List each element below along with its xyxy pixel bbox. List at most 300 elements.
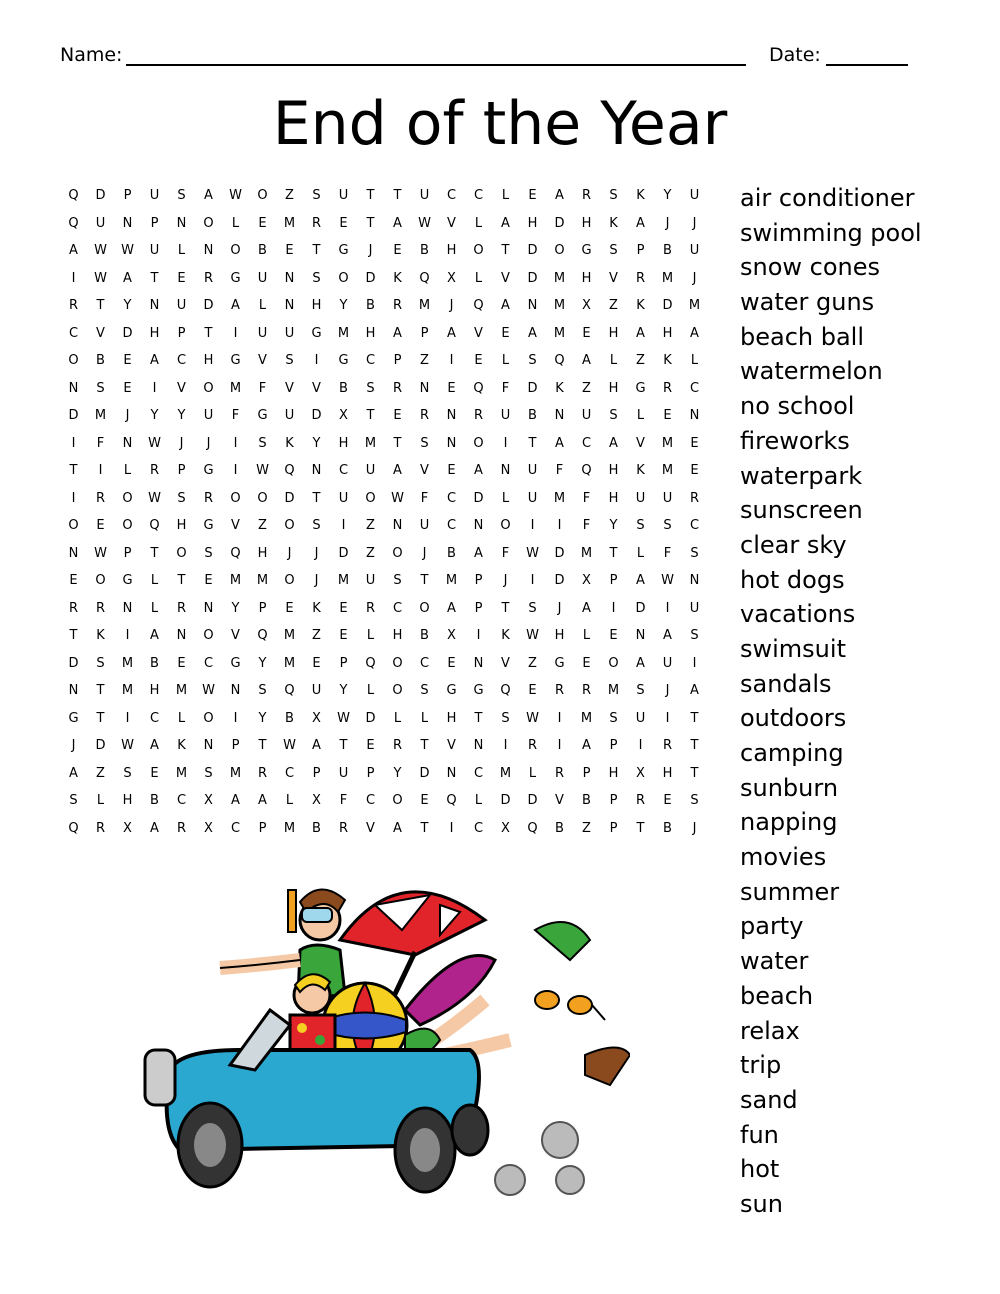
grid-letter[interactable]: V xyxy=(447,215,456,231)
grid-letter[interactable]: F xyxy=(501,545,510,561)
grid-letter[interactable]: V xyxy=(231,518,240,534)
grid-letter[interactable]: X xyxy=(582,573,591,589)
grid-letter[interactable]: T xyxy=(420,738,429,754)
grid-letter[interactable]: P xyxy=(258,600,267,616)
grid-letter[interactable]: N xyxy=(230,683,241,699)
grid-letter[interactable]: O xyxy=(392,683,403,699)
grid-letter[interactable]: I xyxy=(476,628,481,644)
grid-letter[interactable]: P xyxy=(609,738,618,754)
grid-letter[interactable]: J xyxy=(125,408,130,424)
grid-letter[interactable]: Z xyxy=(366,545,375,561)
grid-letter[interactable]: Z xyxy=(96,765,105,781)
grid-letter[interactable]: V xyxy=(285,380,294,396)
grid-letter[interactable]: O xyxy=(203,215,214,231)
grid-letter[interactable]: O xyxy=(176,545,187,561)
grid-letter[interactable]: O xyxy=(392,545,403,561)
grid-letter[interactable]: H xyxy=(662,325,673,341)
grid-letter[interactable]: H xyxy=(581,215,592,231)
grid-letter[interactable]: M xyxy=(661,435,674,451)
grid-letter[interactable]: N xyxy=(689,408,700,424)
grid-letter[interactable]: R xyxy=(392,380,403,396)
grid-letter[interactable]: W xyxy=(526,545,539,561)
grid-letter[interactable]: S xyxy=(609,710,618,726)
grid-letter[interactable]: S xyxy=(285,353,294,369)
grid-letter[interactable]: M xyxy=(283,820,296,836)
grid-letter[interactable]: M xyxy=(121,655,134,671)
grid-letter[interactable]: K xyxy=(501,628,510,644)
grid-letter[interactable]: M xyxy=(94,408,107,424)
grid-letter[interactable]: E xyxy=(420,793,429,809)
grid-letter[interactable]: S xyxy=(690,628,699,644)
grid-letter[interactable]: E xyxy=(474,353,483,369)
grid-letter[interactable]: H xyxy=(554,628,565,644)
grid-letter[interactable]: L xyxy=(501,188,510,204)
grid-letter[interactable]: U xyxy=(527,490,538,506)
grid-letter[interactable]: N xyxy=(122,600,133,616)
grid-letter[interactable]: H xyxy=(176,518,187,534)
grid-letter[interactable]: T xyxy=(96,298,105,314)
grid-letter[interactable]: C xyxy=(392,600,403,616)
grid-letter[interactable]: F xyxy=(258,380,267,396)
grid-letter[interactable]: N xyxy=(284,270,295,286)
grid-letter[interactable]: A xyxy=(393,215,402,231)
grid-letter[interactable]: F xyxy=(582,518,591,534)
grid-letter[interactable]: N xyxy=(500,463,511,479)
grid-letter[interactable]: L xyxy=(258,298,267,314)
grid-letter[interactable]: R xyxy=(176,820,187,836)
grid-letter[interactable]: X xyxy=(501,820,510,836)
grid-letter[interactable]: C xyxy=(473,820,484,836)
grid-letter[interactable]: P xyxy=(609,573,618,589)
grid-letter[interactable]: Z xyxy=(528,655,537,671)
grid-letter[interactable]: I xyxy=(233,325,238,341)
grid-letter[interactable]: U xyxy=(365,573,376,589)
grid-letter[interactable]: D xyxy=(68,655,79,671)
grid-letter[interactable]: C xyxy=(689,518,700,534)
grid-letter[interactable]: U xyxy=(284,408,295,424)
grid-letter[interactable]: I xyxy=(71,490,76,506)
grid-letter[interactable]: G xyxy=(311,325,322,341)
grid-letter[interactable]: W xyxy=(94,545,107,561)
grid-letter[interactable]: S xyxy=(177,188,186,204)
grid-letter[interactable]: S xyxy=(204,765,213,781)
grid-letter[interactable]: E xyxy=(177,655,186,671)
grid-letter[interactable]: H xyxy=(608,325,619,341)
grid-letter[interactable]: I xyxy=(638,738,643,754)
grid-letter[interactable]: U xyxy=(581,408,592,424)
grid-letter[interactable]: M xyxy=(229,380,242,396)
grid-letter[interactable]: K xyxy=(312,600,321,616)
grid-letter[interactable]: U xyxy=(689,600,700,616)
grid-letter[interactable]: R xyxy=(392,738,403,754)
grid-letter[interactable]: S xyxy=(528,353,537,369)
grid-letter[interactable]: H xyxy=(608,765,619,781)
grid-letter[interactable]: H xyxy=(608,463,619,479)
grid-letter[interactable]: R xyxy=(149,463,160,479)
grid-letter[interactable]: E xyxy=(663,408,672,424)
grid-letter[interactable]: F xyxy=(96,435,105,451)
grid-letter[interactable]: A xyxy=(501,298,510,314)
grid-letter[interactable]: M xyxy=(580,545,593,561)
grid-letter[interactable]: X xyxy=(123,820,132,836)
grid-letter[interactable]: S xyxy=(609,188,618,204)
grid-letter[interactable]: N xyxy=(68,545,79,561)
grid-letter[interactable]: N xyxy=(203,243,214,259)
grid-letter[interactable]: Y xyxy=(339,298,348,314)
grid-letter[interactable]: U xyxy=(662,655,673,671)
grid-letter[interactable]: E xyxy=(96,518,105,534)
grid-letter[interactable]: C xyxy=(149,710,160,726)
grid-letter[interactable]: P xyxy=(420,325,429,341)
grid-letter[interactable]: F xyxy=(555,463,564,479)
grid-letter[interactable]: A xyxy=(555,435,564,451)
grid-letter[interactable]: C xyxy=(446,188,457,204)
grid-letter[interactable]: D xyxy=(662,298,673,314)
grid-letter[interactable]: W xyxy=(526,628,539,644)
grid-letter[interactable]: T xyxy=(69,628,78,644)
grid-letter[interactable]: O xyxy=(338,270,349,286)
grid-letter[interactable]: J xyxy=(314,573,319,589)
grid-letter[interactable]: D xyxy=(527,793,538,809)
grid-letter[interactable]: I xyxy=(449,353,454,369)
grid-letter[interactable]: B xyxy=(528,408,537,424)
grid-letter[interactable]: M xyxy=(229,765,242,781)
grid-letter[interactable]: E xyxy=(528,188,537,204)
grid-letter[interactable]: A xyxy=(231,793,240,809)
grid-letter[interactable]: N xyxy=(689,573,700,589)
grid-letter[interactable]: L xyxy=(636,545,645,561)
grid-letter[interactable]: L xyxy=(501,490,510,506)
grid-letter[interactable]: Q xyxy=(257,628,268,644)
grid-letter[interactable]: O xyxy=(365,490,376,506)
grid-letter[interactable]: B xyxy=(285,710,294,726)
grid-letter[interactable]: B xyxy=(96,353,105,369)
grid-letter[interactable]: T xyxy=(420,820,429,836)
grid-letter[interactable]: J xyxy=(557,600,562,616)
grid-letter[interactable]: X xyxy=(312,710,321,726)
grid-letter[interactable]: W xyxy=(94,243,107,259)
grid-letter[interactable]: R xyxy=(554,765,565,781)
grid-letter[interactable]: D xyxy=(473,490,484,506)
grid-letter[interactable]: V xyxy=(258,353,267,369)
grid-letter[interactable]: D xyxy=(122,325,133,341)
grid-letter[interactable]: S xyxy=(204,545,213,561)
grid-letter[interactable]: T xyxy=(393,435,402,451)
grid-letter[interactable]: E xyxy=(312,655,321,671)
grid-letter[interactable]: B xyxy=(582,793,591,809)
grid-letter[interactable]: I xyxy=(692,655,697,671)
grid-letter[interactable]: Q xyxy=(473,298,484,314)
grid-letter[interactable]: T xyxy=(204,325,213,341)
grid-letter[interactable]: W xyxy=(418,215,431,231)
grid-letter[interactable]: G xyxy=(338,353,349,369)
grid-letter[interactable]: G xyxy=(257,408,268,424)
grid-letter[interactable]: V xyxy=(636,435,645,451)
grid-letter[interactable]: I xyxy=(71,435,76,451)
grid-letter[interactable]: C xyxy=(176,793,187,809)
grid-letter[interactable]: I xyxy=(557,738,562,754)
grid-letter[interactable]: O xyxy=(608,655,619,671)
grid-letter[interactable]: S xyxy=(609,243,618,259)
grid-letter[interactable]: S xyxy=(258,435,267,451)
grid-letter[interactable]: A xyxy=(474,463,483,479)
grid-letter[interactable]: G xyxy=(230,270,241,286)
grid-letter[interactable]: A xyxy=(393,820,402,836)
grid-letter[interactable]: W xyxy=(526,710,539,726)
grid-letter[interactable]: O xyxy=(284,573,295,589)
grid-letter[interactable]: L xyxy=(150,573,159,589)
grid-letter[interactable]: N xyxy=(68,380,79,396)
grid-letter[interactable]: T xyxy=(177,573,186,589)
grid-letter[interactable]: H xyxy=(122,793,133,809)
grid-letter[interactable]: F xyxy=(339,793,348,809)
grid-letter[interactable]: E xyxy=(339,215,348,231)
grid-letter[interactable]: B xyxy=(447,545,456,561)
grid-letter[interactable]: M xyxy=(553,298,566,314)
grid-letter[interactable]: N xyxy=(473,518,484,534)
grid-letter[interactable]: A xyxy=(447,600,456,616)
grid-letter[interactable]: T xyxy=(366,215,375,231)
grid-letter[interactable]: N xyxy=(446,765,457,781)
grid-letter[interactable]: V xyxy=(312,380,321,396)
grid-letter[interactable]: Z xyxy=(285,188,294,204)
grid-letter[interactable]: G xyxy=(203,463,214,479)
grid-letter[interactable]: U xyxy=(689,243,700,259)
grid-letter[interactable]: E xyxy=(447,380,456,396)
grid-letter[interactable]: U xyxy=(149,188,160,204)
grid-letter[interactable]: S xyxy=(312,518,321,534)
grid-letter[interactable]: V xyxy=(366,820,375,836)
grid-letter[interactable]: N xyxy=(446,435,457,451)
grid-letter[interactable]: P xyxy=(258,820,267,836)
grid-letter[interactable]: T xyxy=(420,573,429,589)
grid-letter[interactable]: L xyxy=(123,463,132,479)
grid-letter[interactable]: X xyxy=(447,270,456,286)
grid-letter[interactable]: D xyxy=(635,600,646,616)
grid-letter[interactable]: D xyxy=(554,573,565,589)
grid-letter[interactable]: U xyxy=(419,518,430,534)
grid-letter[interactable]: W xyxy=(283,738,296,754)
grid-letter[interactable]: I xyxy=(503,435,508,451)
grid-letter[interactable]: B xyxy=(420,243,429,259)
grid-letter[interactable]: Y xyxy=(123,298,132,314)
grid-letter[interactable]: O xyxy=(419,600,430,616)
grid-letter[interactable]: Q xyxy=(149,518,160,534)
grid-letter[interactable]: H xyxy=(527,215,538,231)
grid-letter[interactable]: S xyxy=(123,765,132,781)
grid-letter[interactable]: S xyxy=(690,545,699,561)
grid-letter[interactable]: C xyxy=(473,765,484,781)
grid-letter[interactable]: O xyxy=(230,490,241,506)
grid-letter[interactable]: Z xyxy=(636,353,645,369)
date-line[interactable] xyxy=(826,64,908,66)
grid-letter[interactable]: R xyxy=(419,408,430,424)
grid-letter[interactable]: F xyxy=(420,490,429,506)
grid-letter[interactable]: A xyxy=(258,793,267,809)
grid-letter[interactable]: W xyxy=(94,270,107,286)
grid-letter[interactable]: Q xyxy=(284,463,295,479)
grid-letter[interactable]: D xyxy=(419,765,430,781)
grid-letter[interactable]: N xyxy=(284,298,295,314)
grid-letter[interactable]: S xyxy=(69,793,78,809)
grid-letter[interactable]: S xyxy=(312,188,321,204)
grid-letter[interactable]: W xyxy=(121,243,134,259)
grid-letter[interactable]: Q xyxy=(68,215,79,231)
grid-letter[interactable]: L xyxy=(150,600,159,616)
grid-letter[interactable]: O xyxy=(257,188,268,204)
grid-letter[interactable]: J xyxy=(692,820,697,836)
grid-letter[interactable]: W xyxy=(202,683,215,699)
grid-letter[interactable]: M xyxy=(175,765,188,781)
grid-letter[interactable]: L xyxy=(231,215,240,231)
grid-letter[interactable]: M xyxy=(580,710,593,726)
grid-letter[interactable]: N xyxy=(419,380,430,396)
grid-letter[interactable]: L xyxy=(96,793,105,809)
grid-letter[interactable]: Y xyxy=(339,683,348,699)
grid-letter[interactable]: I xyxy=(314,353,319,369)
grid-letter[interactable]: P xyxy=(474,600,483,616)
grid-letter[interactable]: M xyxy=(553,325,566,341)
grid-letter[interactable]: E xyxy=(204,573,213,589)
grid-letter[interactable]: J xyxy=(665,683,670,699)
grid-letter[interactable]: H xyxy=(581,270,592,286)
grid-letter[interactable]: R xyxy=(95,820,106,836)
grid-letter[interactable]: M xyxy=(121,683,134,699)
grid-letter[interactable]: I xyxy=(530,518,535,534)
grid-letter[interactable]: E xyxy=(123,353,132,369)
grid-letter[interactable]: P xyxy=(474,573,483,589)
grid-letter[interactable]: M xyxy=(661,463,674,479)
grid-letter[interactable]: Y xyxy=(258,710,267,726)
grid-letter[interactable]: K xyxy=(285,435,294,451)
grid-letter[interactable]: N xyxy=(68,683,79,699)
grid-letter[interactable]: S xyxy=(501,710,510,726)
grid-letter[interactable]: C xyxy=(365,353,376,369)
grid-letter[interactable]: W xyxy=(148,490,161,506)
grid-letter[interactable]: Q xyxy=(500,683,511,699)
grid-letter[interactable]: W xyxy=(121,738,134,754)
grid-letter[interactable]: M xyxy=(445,573,458,589)
grid-letter[interactable]: J xyxy=(422,545,427,561)
grid-letter[interactable]: X xyxy=(636,765,645,781)
grid-letter[interactable]: L xyxy=(609,353,618,369)
grid-letter[interactable]: D xyxy=(554,545,565,561)
grid-letter[interactable]: N xyxy=(176,628,187,644)
grid-letter[interactable]: P xyxy=(393,353,402,369)
grid-letter[interactable]: X xyxy=(312,793,321,809)
grid-letter[interactable]: K xyxy=(636,188,645,204)
grid-letter[interactable]: Y xyxy=(663,188,672,204)
grid-letter[interactable]: D xyxy=(500,793,511,809)
grid-letter[interactable]: E xyxy=(123,380,132,396)
grid-letter[interactable]: D xyxy=(68,408,79,424)
grid-letter[interactable]: O xyxy=(500,518,511,534)
grid-letter[interactable]: E xyxy=(177,270,186,286)
grid-letter[interactable]: G xyxy=(230,655,241,671)
grid-letter[interactable]: U xyxy=(635,710,646,726)
grid-letter[interactable]: L xyxy=(690,353,699,369)
grid-letter[interactable]: M xyxy=(364,435,377,451)
grid-letter[interactable]: D xyxy=(527,380,538,396)
grid-letter[interactable]: Q xyxy=(446,793,457,809)
grid-letter[interactable]: O xyxy=(554,243,565,259)
grid-letter[interactable]: V xyxy=(474,325,483,341)
grid-letter[interactable]: D xyxy=(527,243,538,259)
grid-letter[interactable]: L xyxy=(501,353,510,369)
grid-letter[interactable]: O xyxy=(473,243,484,259)
grid-letter[interactable]: I xyxy=(233,710,238,726)
grid-letter[interactable]: W xyxy=(391,490,404,506)
grid-letter[interactable]: S xyxy=(690,793,699,809)
grid-letter[interactable]: T xyxy=(528,435,537,451)
grid-letter[interactable]: O xyxy=(68,353,79,369)
grid-letter[interactable]: W xyxy=(229,188,242,204)
grid-letter[interactable]: A xyxy=(663,628,672,644)
grid-letter[interactable]: R xyxy=(365,600,376,616)
grid-letter[interactable]: I xyxy=(530,573,535,589)
grid-letter[interactable]: O xyxy=(392,655,403,671)
grid-letter[interactable]: N xyxy=(176,215,187,231)
grid-letter[interactable]: I xyxy=(665,710,670,726)
grid-letter[interactable]: R xyxy=(581,188,592,204)
grid-letter[interactable]: E xyxy=(366,738,375,754)
grid-letter[interactable]: T xyxy=(636,820,645,836)
grid-letter[interactable]: R xyxy=(581,683,592,699)
grid-letter[interactable]: H xyxy=(311,298,322,314)
grid-letter[interactable]: X xyxy=(339,408,348,424)
grid-letter[interactable]: J xyxy=(692,215,697,231)
grid-letter[interactable]: A xyxy=(393,463,402,479)
grid-letter[interactable]: F xyxy=(231,408,240,424)
grid-letter[interactable]: D xyxy=(311,408,322,424)
grid-letter[interactable]: Q xyxy=(68,820,79,836)
grid-letter[interactable]: L xyxy=(582,628,591,644)
grid-letter[interactable]: T xyxy=(150,270,159,286)
grid-letter[interactable]: G xyxy=(446,683,457,699)
grid-letter[interactable]: A xyxy=(150,628,159,644)
grid-letter[interactable]: R xyxy=(176,600,187,616)
grid-letter[interactable]: N xyxy=(203,738,214,754)
grid-letter[interactable]: V xyxy=(231,628,240,644)
grid-letter[interactable]: W xyxy=(148,435,161,451)
grid-letter[interactable]: A xyxy=(123,270,132,286)
grid-letter[interactable]: T xyxy=(69,463,78,479)
grid-letter[interactable]: O xyxy=(257,490,268,506)
grid-letter[interactable]: B xyxy=(150,655,159,671)
grid-letter[interactable]: W xyxy=(661,573,674,589)
grid-letter[interactable]: H xyxy=(149,325,160,341)
grid-letter[interactable]: K xyxy=(96,628,105,644)
grid-letter[interactable]: A xyxy=(69,765,78,781)
grid-letter[interactable]: S xyxy=(393,573,402,589)
grid-letter[interactable]: J xyxy=(287,545,292,561)
grid-letter[interactable]: C xyxy=(338,463,349,479)
grid-letter[interactable]: A xyxy=(528,325,537,341)
grid-letter[interactable]: K xyxy=(636,298,645,314)
grid-letter[interactable]: S xyxy=(636,683,645,699)
grid-letter[interactable]: H xyxy=(608,380,619,396)
grid-letter[interactable]: C xyxy=(176,353,187,369)
grid-letter[interactable]: S xyxy=(258,683,267,699)
grid-letter[interactable]: P xyxy=(582,765,591,781)
grid-letter[interactable]: U xyxy=(527,463,538,479)
grid-letter[interactable]: B xyxy=(339,380,348,396)
grid-letter[interactable]: C xyxy=(230,820,241,836)
grid-letter[interactable]: R xyxy=(554,683,565,699)
grid-letter[interactable]: H xyxy=(392,628,403,644)
grid-letter[interactable]: V xyxy=(96,325,105,341)
grid-letter[interactable]: D xyxy=(365,270,376,286)
